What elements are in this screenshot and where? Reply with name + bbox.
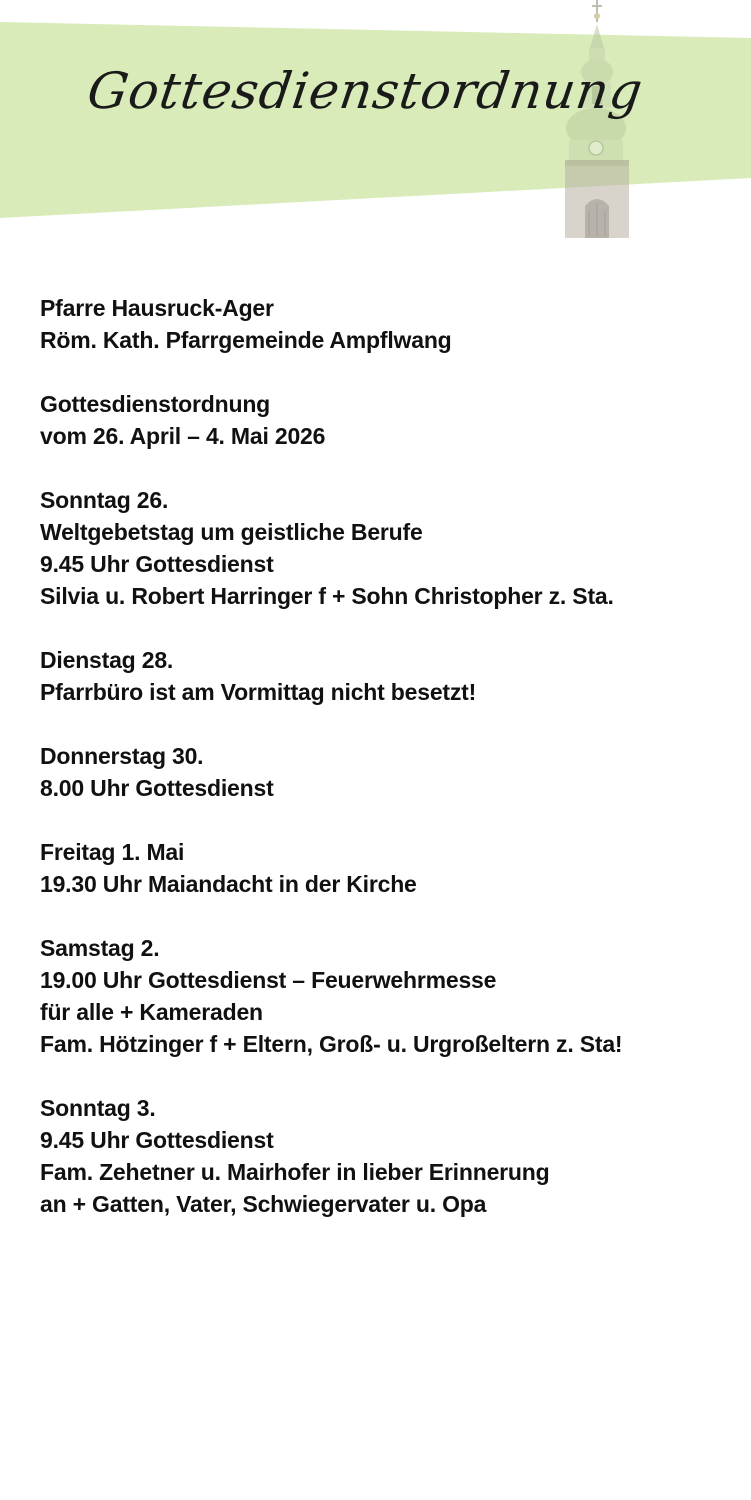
block-line: Röm. Kath. Pfarrgemeinde Ampflwang [40, 327, 452, 353]
schedule-block [40, 932, 730, 1060]
block-line: Pfarrbüro ist am Vormittag nicht besetzt! [40, 679, 477, 705]
header-banner [0, 0, 751, 240]
block-heading: Sonntag 26. [40, 487, 169, 513]
block-heading: Gottesdienstordnung [40, 391, 271, 417]
schedule-block [40, 484, 730, 612]
block-line: vom 26. April – 4. Mai 2026 [40, 423, 326, 449]
block-line: 8.00 Uhr Gottesdienst [40, 775, 274, 801]
schedule-block [40, 292, 730, 356]
block-line: 9.45 Uhr Gottesdienst [40, 551, 274, 577]
green-band [0, 22, 751, 218]
schedule-block [40, 644, 730, 708]
block-line: 9.45 Uhr Gottesdienst [40, 1127, 274, 1153]
schedule-block [40, 740, 730, 804]
block-line: Fam. Zehetner u. Mairhofer in lieber Erinnerung [40, 1159, 550, 1185]
block-heading: Samstag 2. [40, 935, 160, 961]
schedule-block [40, 1092, 730, 1220]
block-line: Fam. Hötzinger f + Eltern, Groß- u. Urgroßeltern z. Sta! [40, 1031, 623, 1057]
banner-graphic [0, 0, 751, 240]
page-title: Gottesdienstordnung [83, 62, 647, 120]
block-line: 19.30 Uhr Maiandacht in der Kirche [40, 871, 417, 897]
block-heading: Donnerstag 30. [40, 743, 204, 769]
block-heading: Freitag 1. Mai [40, 839, 185, 865]
schedule-block [40, 836, 730, 900]
schedule-block [40, 388, 730, 452]
block-heading: Pfarre Hausruck-Ager [40, 295, 274, 321]
block-line: Weltgebetstag um geistliche Berufe [40, 519, 423, 545]
schedule-content [40, 292, 730, 1252]
block-heading: Dienstag 28. [40, 647, 174, 673]
block-line: 19.00 Uhr Gottesdienst – Feuerwehrmesse [40, 967, 497, 993]
block-line: Silvia u. Robert Harringer f + Sohn Christopher z. Sta. [40, 583, 614, 609]
block-heading: Sonntag 3. [40, 1095, 156, 1121]
block-line: an + Gatten, Vater, Schwiegervater u. Opa [40, 1191, 487, 1217]
block-line: für alle + Kameraden [40, 999, 263, 1025]
